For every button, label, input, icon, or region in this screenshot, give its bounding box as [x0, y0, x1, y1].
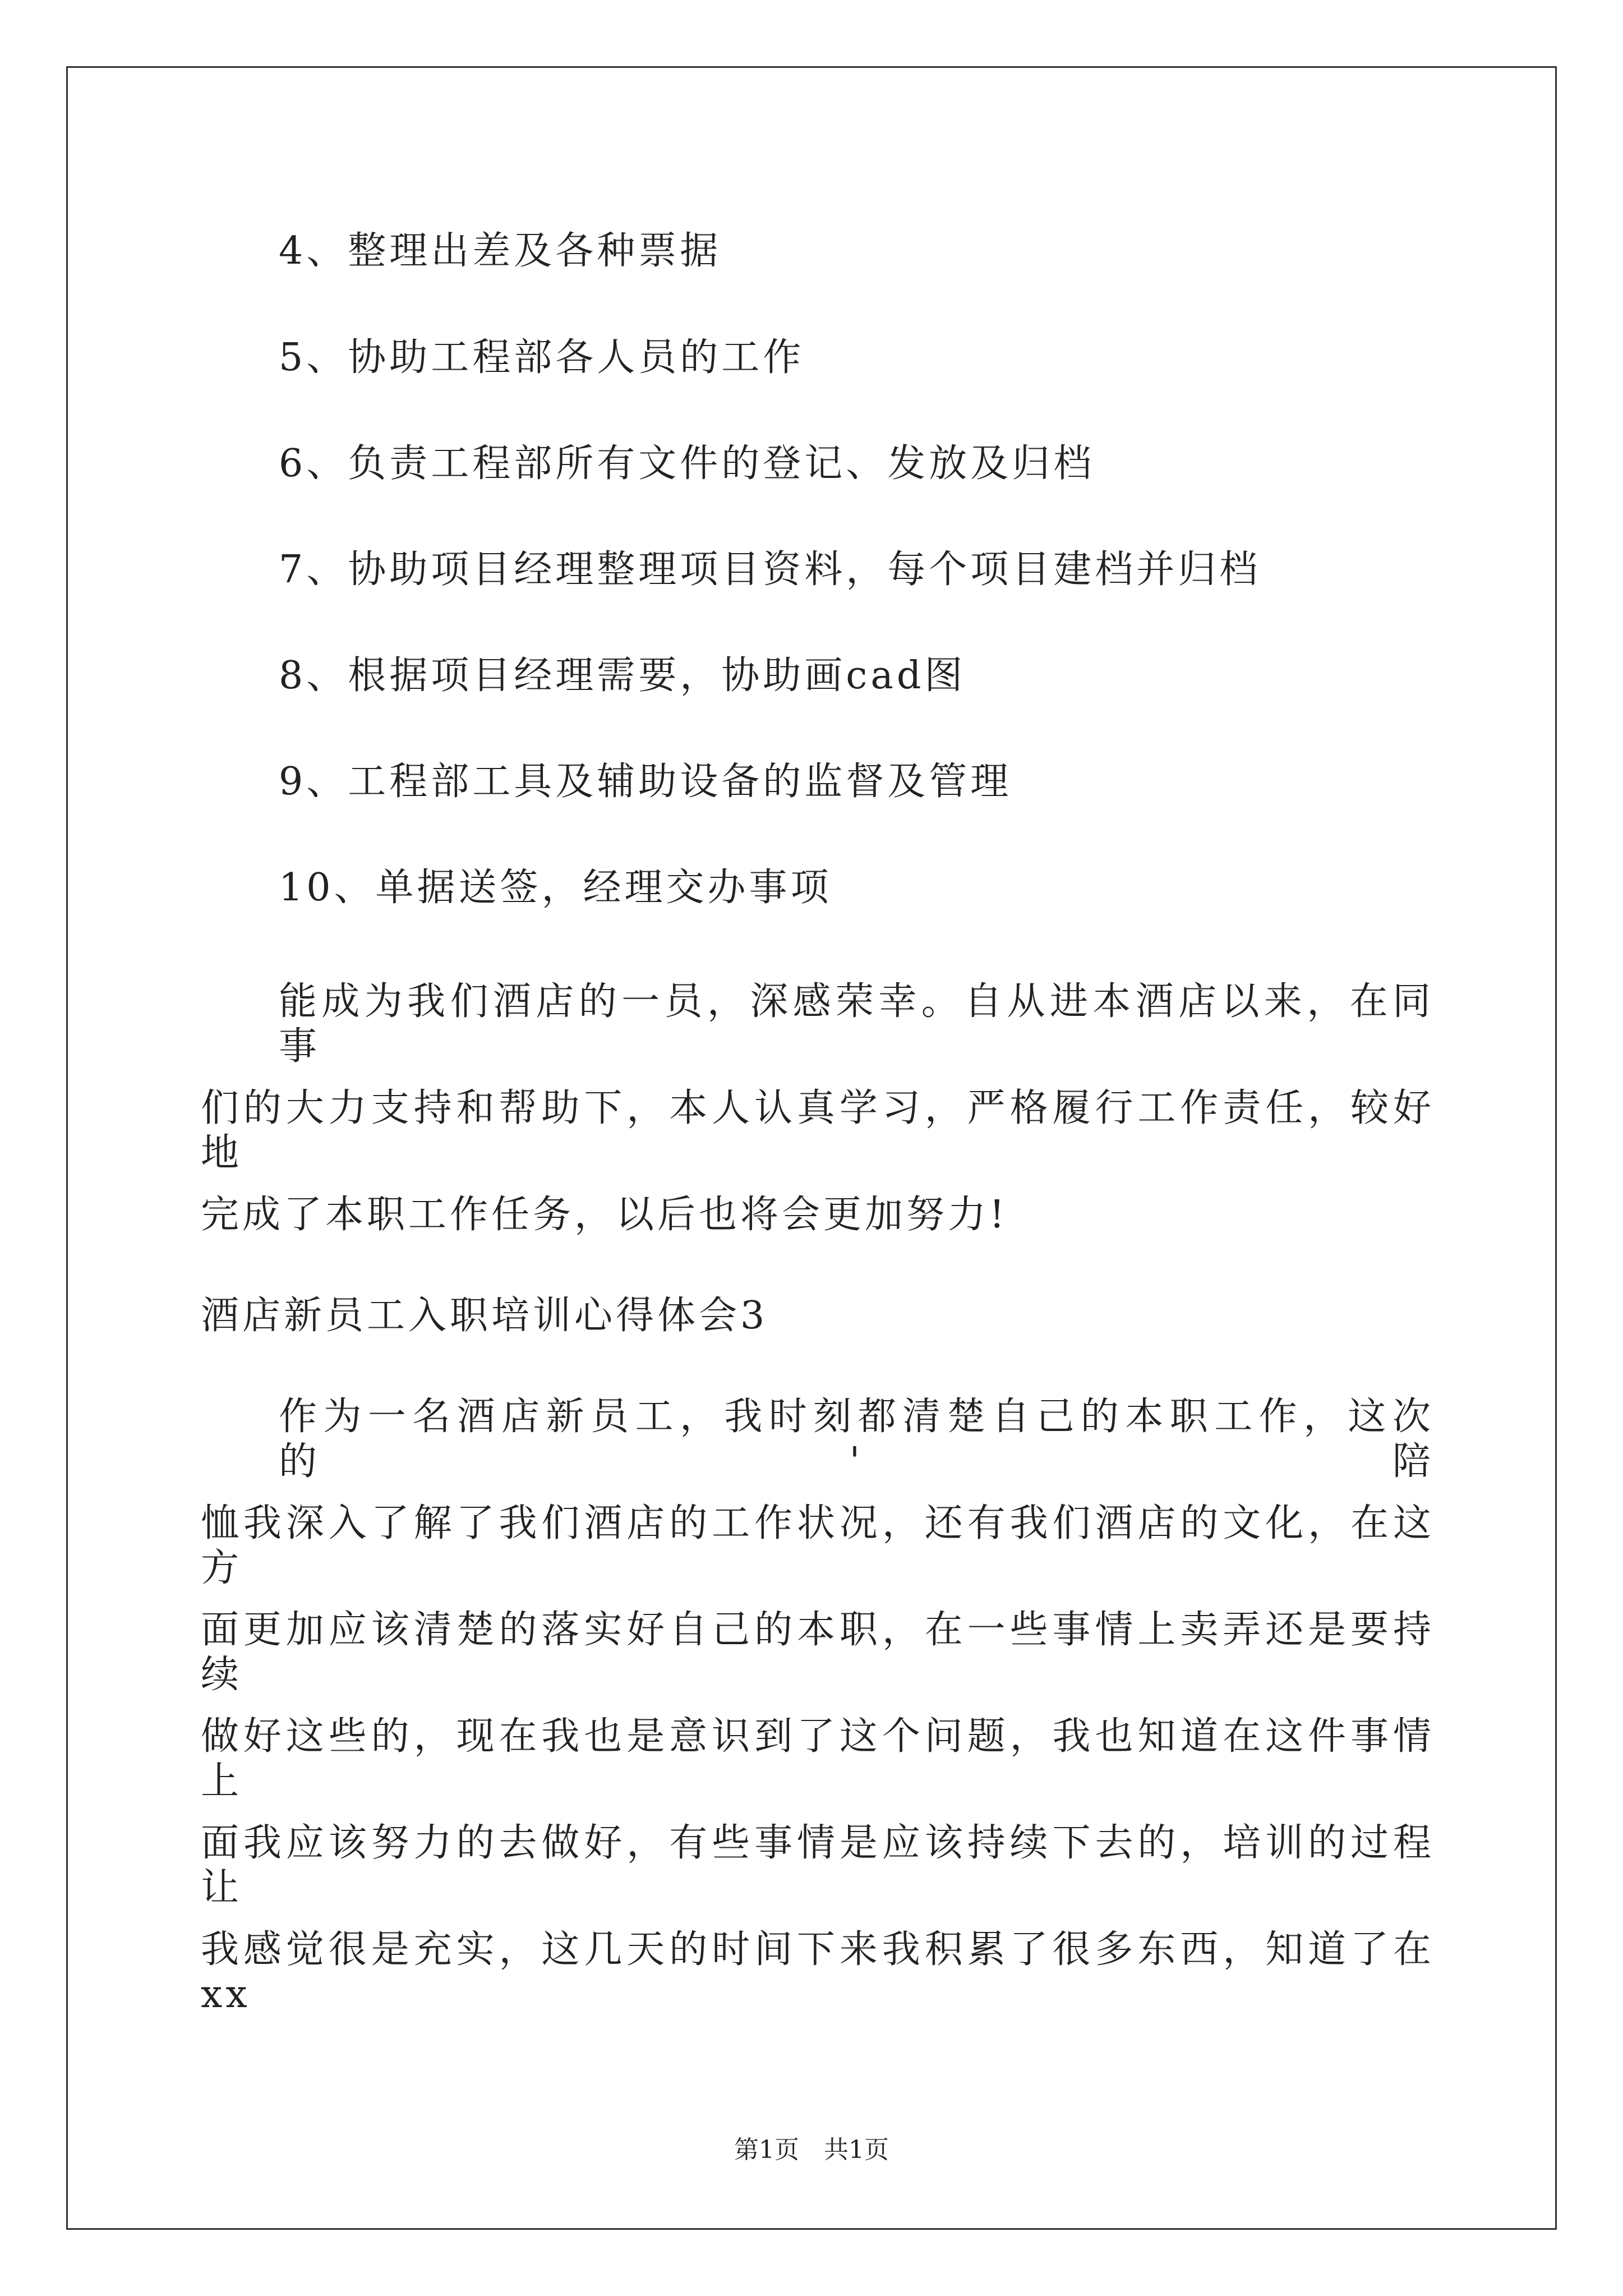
page-footer: 第1页 共1页 — [734, 2136, 889, 2164]
list-item-6: 6、负责工程部所有文件的登记、发放及归档 — [279, 441, 1095, 486]
paragraph-1-line-1: 能成为我们酒店的一员，深感荣幸。自从进本酒店以来，在同事 — [279, 979, 1434, 1069]
paragraph-2-line-1: 作为一名酒店新员工，我时刻都清楚自己的本职工作，这次的'陪 — [279, 1395, 1434, 1484]
list-item-8: 8、根据项目经理需要，协助画cad图 — [279, 654, 966, 698]
paragraph-2-line-3: 面更加应该清楚的落实好自己的本职，在一些事情上卖弄还是要持续 — [201, 1608, 1435, 1697]
paragraph-2-line-6: 我感觉很是充实，这几天的时间下来我积累了很多东西，知道了在xx — [201, 1927, 1435, 2017]
paragraph-2-line-4: 做好这些的，现在我也是意识到了这个问题，我也知道在这件事情上 — [201, 1714, 1435, 1803]
paragraph-2-line-2: 恤我深入了解了我们酒店的工作状况，还有我们酒店的文化，在这方 — [201, 1501, 1435, 1590]
paragraph-2-line-5: 面我应该努力的去做好，有些事情是应该持续下去的，培训的过程让 — [201, 1821, 1435, 1910]
list-item-4: 4、整理出差及各种票据 — [279, 229, 722, 273]
paragraph-1-line-2: 们的大力支持和帮助下，本人认真学习，严格履行工作责任，较好地 — [201, 1086, 1435, 1175]
paragraph-1-line-3: 完成了本职工作任务，以后也将会更加努力! — [201, 1193, 1008, 1237]
section-heading: 酒店新员工入职培训心得体会3 — [201, 1294, 768, 1338]
list-item-10: 10、单据送签，经理交办事项 — [279, 866, 832, 910]
list-item-9: 9、工程部工具及辅助设备的监督及管理 — [279, 760, 1012, 804]
list-item-7: 7、协助项目经理整理项目资料，每个项目建档并归档 — [279, 547, 1261, 592]
list-item-5: 5、协助工程部各人员的工作 — [279, 335, 805, 380]
